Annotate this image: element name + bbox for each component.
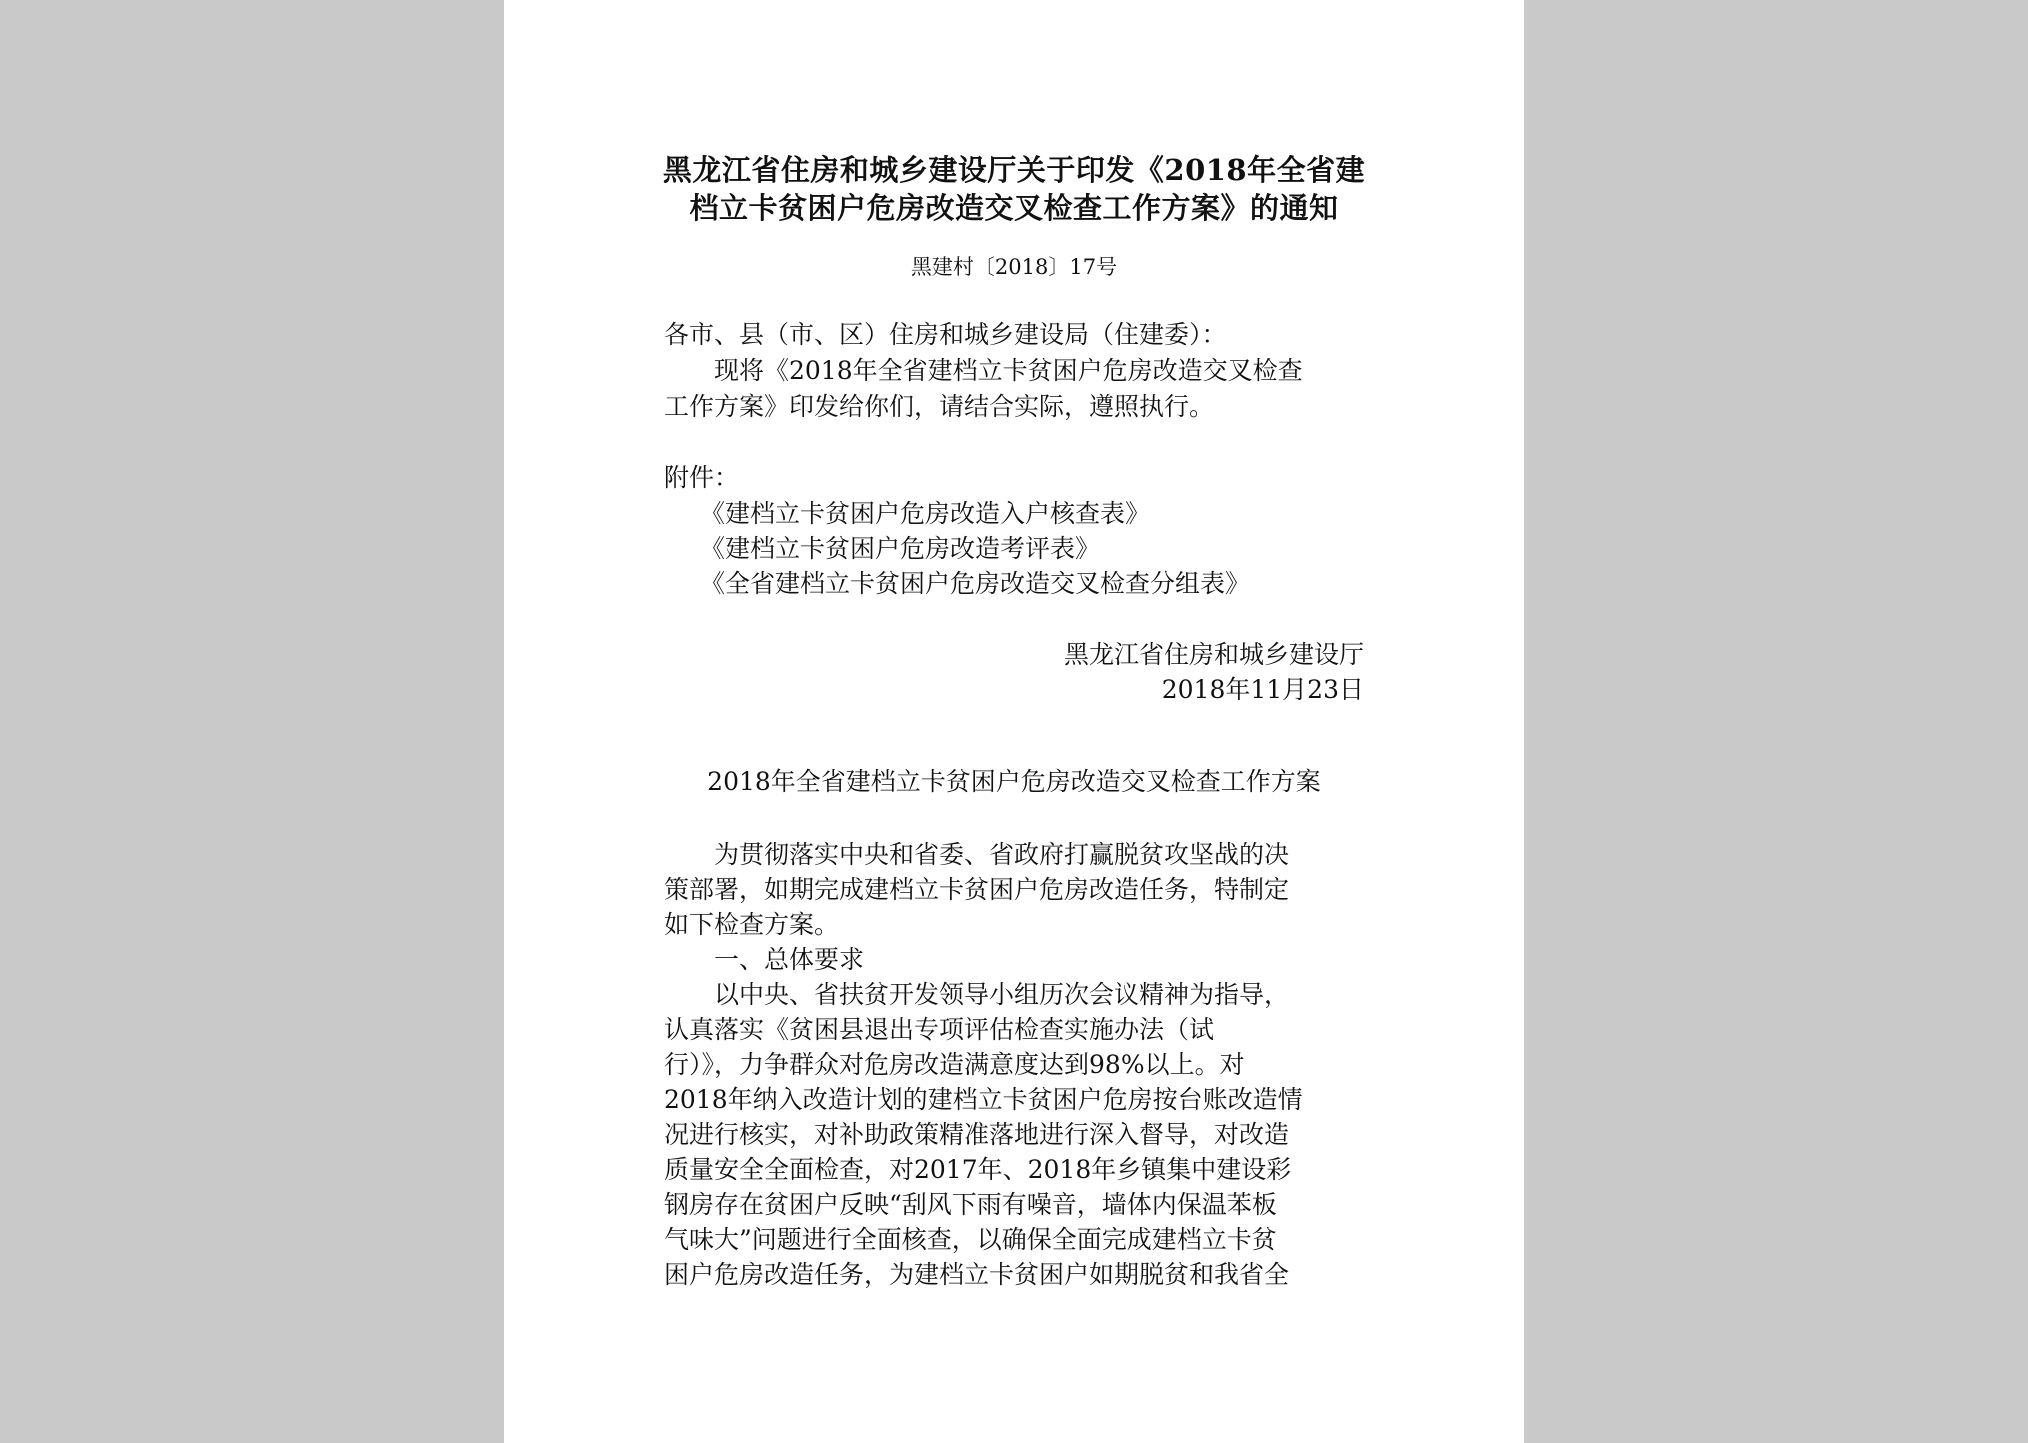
plan-title: 2018年全省建档立卡贫困户危房改造交叉检查工作方案 bbox=[707, 767, 1321, 796]
plan-body-line: 况进行核实，对补助政策精准落地进行深入督导，对改造 bbox=[664, 1120, 1290, 1149]
issuer-name: 黑龙江省住房和城乡建设厅 bbox=[1063, 640, 1364, 669]
section-heading-general-requirements: 一、总体要求 bbox=[714, 945, 865, 974]
plan-body-line: 如下检查方案。 bbox=[664, 910, 840, 939]
plan-body-line: 策部署，如期完成建档立卡贫困户危房改造任务，特制定 bbox=[664, 875, 1290, 904]
plan-body-line: 以中央、省扶贫开发领导小组历次会议精神为指导， bbox=[714, 980, 1290, 1009]
plan-body-line: 质量安全全面检查，对2017年、2018年乡镇集中建设彩 bbox=[664, 1155, 1292, 1184]
attachments-label: 附件： bbox=[664, 463, 740, 492]
document-page bbox=[504, 0, 1524, 1443]
notice-title-line-1: 黑龙江省住房和城乡建设厅关于印发《2018年全省建 bbox=[662, 153, 1366, 187]
issue-date: 2018年11月23日 bbox=[1161, 675, 1364, 704]
attachment-item: 《全省建档立卡贫困户危房改造交叉检查分组表》 bbox=[700, 569, 1251, 598]
plan-body-line: 钢房存在贫困户反映“刮风下雨有噪音，墙体内保温苯板 bbox=[664, 1190, 1277, 1219]
notice-title-line-2: 档立卡贫困户危房改造交叉检查工作方案》的通知 bbox=[689, 191, 1339, 225]
attachment-item: 《建档立卡贫困户危房改造考评表》 bbox=[700, 534, 1101, 563]
salutation: 各市、县（市、区）住房和城乡建设局（住建委）： bbox=[664, 320, 1227, 349]
notice-body-line-2: 工作方案》印发给你们，请结合实际，遵照执行。 bbox=[664, 392, 1215, 421]
plan-body-line: 气味大”问题进行全面核查，以确保全面完成建档立卡贫 bbox=[664, 1225, 1277, 1254]
notice-body-line-1: 现将《2018年全省建档立卡贫困户危房改造交叉检查 bbox=[714, 356, 1303, 385]
plan-body-line: 困户危房改造任务，为建档立卡贫困户如期脱贫和我省全 bbox=[664, 1260, 1290, 1289]
plan-body-line: 认真落实《贫困县退出专项评估检查实施办法（试 bbox=[664, 1015, 1215, 1044]
document-number: 黑建村〔2018〕17号 bbox=[910, 255, 1118, 279]
attachment-item: 《建档立卡贫困户危房改造入户核查表》 bbox=[700, 499, 1151, 528]
plan-body-line: 2018年纳入改造计划的建档立卡贫困户危房按台账改造情 bbox=[664, 1085, 1303, 1114]
plan-body-line: 行）》，力争群众对危房改造满意度达到98%以上。对 bbox=[664, 1050, 1245, 1079]
plan-body-line: 为贯彻落实中央和省委、省政府打赢脱贫攻坚战的决 bbox=[714, 840, 1290, 869]
